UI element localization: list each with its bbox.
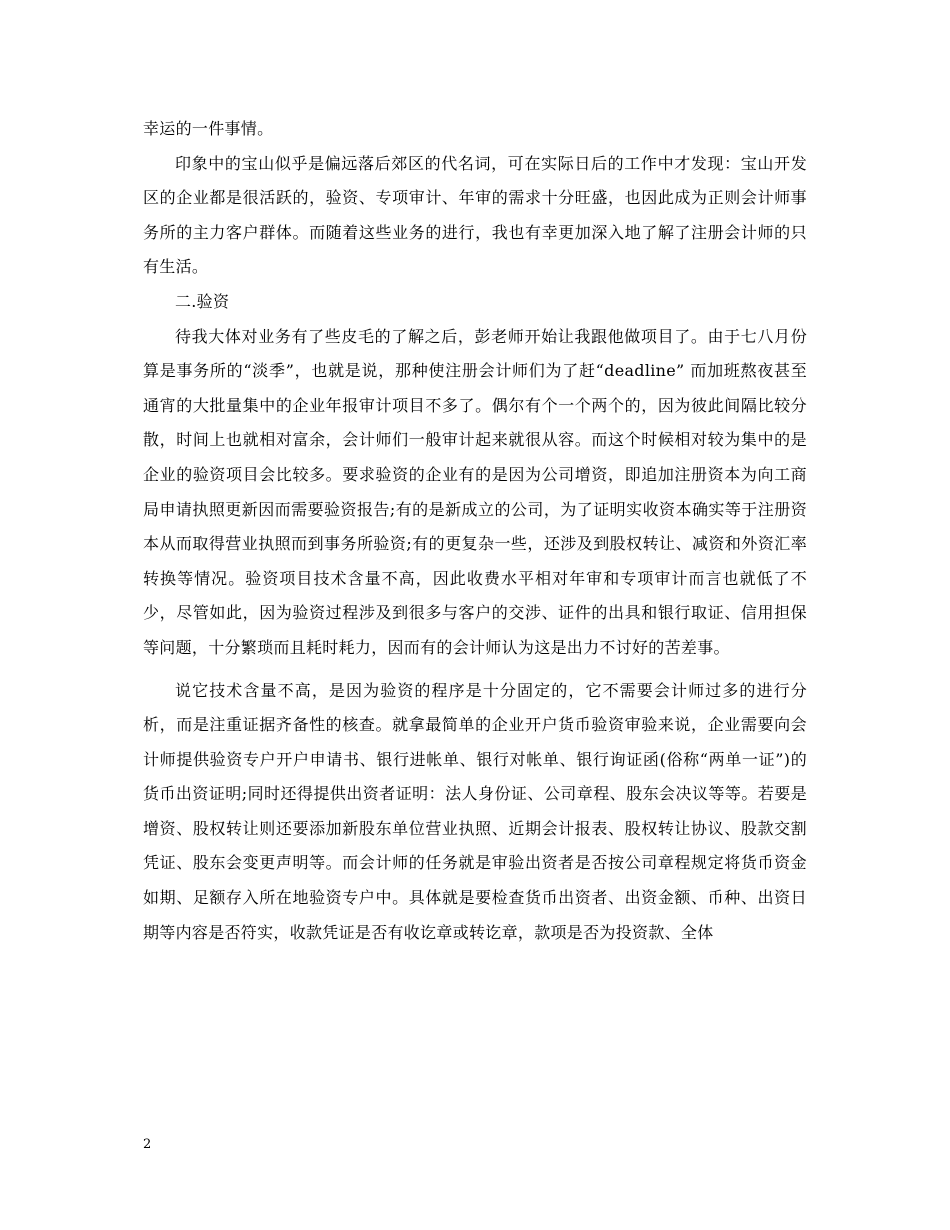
paragraph-2: 印象中的宝山似乎是偏远落后郊区的代名词，可在实际日后的工作中才发现：宝山开发区的企业都是很活跃的，验资、专项审计、年审的需求十分旺盛，也因此成为正则会计师事务所的主力客户群体。而随着这些业务的进行，我也有幸更加深入地了解了注册会计师的只有生活。 — [143, 153, 807, 277]
paragraph-4: 说它技术含量不高，是因为验资的程序是十分固定的，它不需要会计师过多的进行分析，而是注重证据齐备性的核查。就拿最简单的企业开户货币验资审验来说，企业需要向会计师提供验资专户开户申请书、银行进帐单、银行对帐单、银行询证函(俗称“两单一证”)的货币出资证明;同时还得提供出资者证明：法人身份证、公司章程、股东会决议等等。若要是增资、股权转让则还要添加新股东单位营业执照、近期会计报表、股权转让协议、股款交割凭证、股东会变更声明等。而会计师的任务就是审验出资者是否按公司章程规定将货币资金如期、足额存入所在地验资专户中。具体就是要检查货币出资者、出资金额、币种、出资日期等内容是否符实，收款凭证是否有收讫章或转讫章，款项是否为投资款、全体 — [143, 680, 807, 942]
paragraph-1: 幸运的一件事情。 — [143, 119, 274, 138]
paragraph-3: 待我大体对业务有了些皮毛的了解之后，彭老师开始让我跟他做项目了。由于七八月份算是事务所的“淡季”，也就是说，那种使注册会计师们为了赶“deadline” 而加班熬夜甚至通宵的大批量集中的企业年报审计项目不多了。偶尔有个一个两个的，因为彼此间隔比较分散，时间上也就相对富余，会计师们一般审计起来就很从容。而这个时候相对较为集中的是企业的验资项目会比较多。要求验资的企业有的是因为公司增资，即追加注册资本为向工商局申请执照更新因而需要验资报告;有的是新成立的公司，为了证明实收资本确实等于注册资本从而取得营业执照而到事务所验资;有的更复杂一些，还涉及到股权转让、减资和外资汇率转换等情况。验资项目技术含量不高，因此收费水平相对年审和专项审计而言也就低了不少，尽管如此，因为验资过程涉及到很多与客户的交涉、证件的出具和银行取证、信用担保等问题，十分繁琐而且耗时耗力，因而有的会计师认为这是出力不讨好的苦差事。 — [143, 326, 807, 657]
section-heading: 二.验资 — [175, 291, 230, 311]
document-body — [143, 112, 807, 950]
page-number: 2 — [143, 1137, 152, 1152]
